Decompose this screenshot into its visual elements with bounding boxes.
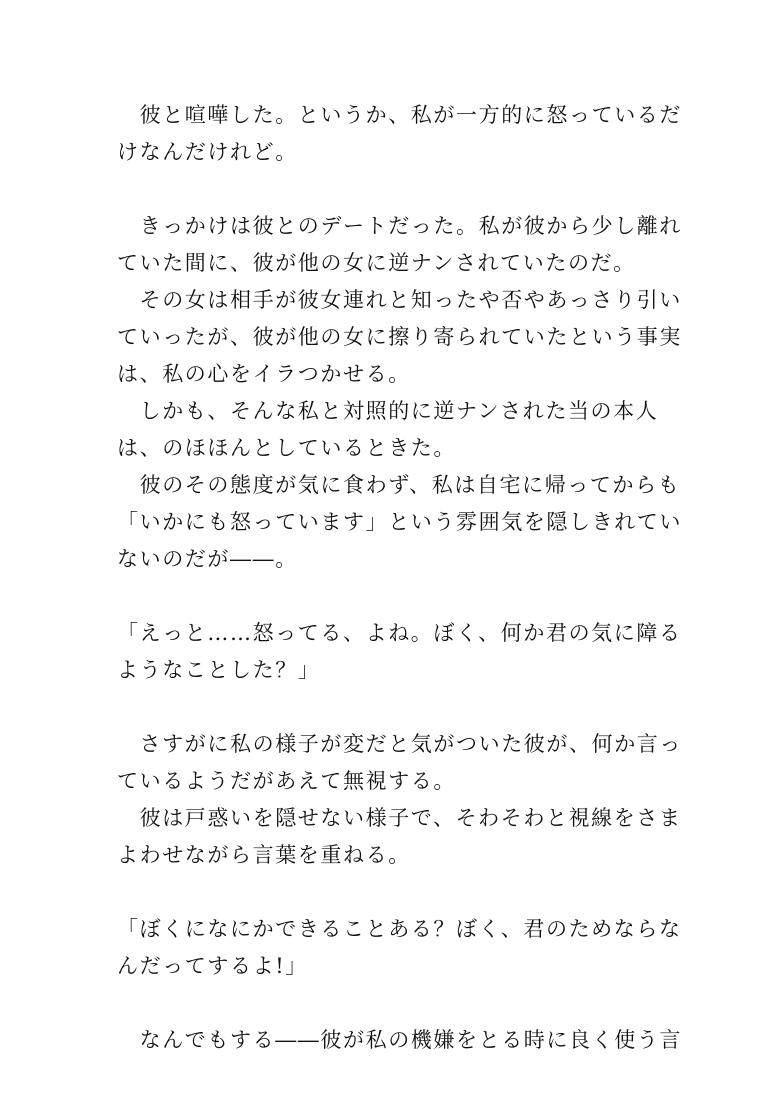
text-line: よわせながら言葉を重ねる。 (117, 843, 411, 867)
text-line: けなんだけれど。 (117, 140, 298, 164)
text-line: ていったが、彼が他の女に擦り寄られていたという事実 (117, 325, 682, 349)
text-line: は、私の心をイラつかせる。 (117, 362, 411, 386)
text-line: なんでもする――彼が私の機嫌をとる時に良く使う言 (117, 1028, 682, 1052)
text-line: ないのだが――。 (117, 547, 298, 571)
text-line: 「えっと……怒ってる、よね。ぼく、何か君の気に障る (117, 621, 682, 645)
text-line: は、のほほんとしているときた。 (117, 436, 456, 460)
text-line: しかも、そんな私と対照的に逆ナンされた当の本人 (117, 399, 659, 423)
text-line: ていた間に、彼が他の女に逆ナンされていたのだ。 (117, 251, 636, 275)
text-line: 「ぼくになにかできることある？ぼく、君のためならな (117, 917, 682, 941)
text-line: ているようだがあえて無視する。 (117, 769, 456, 793)
text-line: きっかけは彼とのデートだった。私が彼から少し離れ (117, 214, 682, 238)
blank-line (117, 985, 677, 1022)
blank-line (117, 689, 677, 726)
text-line: 彼のその態度が気に食わず、私は自宅に帰ってからも (117, 473, 681, 497)
blank-line (117, 171, 677, 208)
text-line: その女は相手が彼女連れと知ったや否やあっさり引い (117, 288, 682, 312)
blank-line (117, 874, 677, 911)
blank-line (117, 578, 677, 615)
text-line: ようなことした？」 (117, 658, 321, 682)
text-line: 彼と喧嘩した。というか、私が一方的に怒っているだ (117, 103, 682, 127)
text-line: んだってするよ!」 (117, 954, 308, 978)
text-line: 彼は戸惑いを隠せない様子で、そわそわと視線をさま (117, 806, 682, 830)
text-line: さすがに私の様子が変だと気がついた彼が、何か言っ (117, 732, 682, 756)
body-text (117, 97, 682, 1059)
text-line: 「いかにも怒っています」という雰囲気を隠しきれてい (117, 510, 682, 534)
